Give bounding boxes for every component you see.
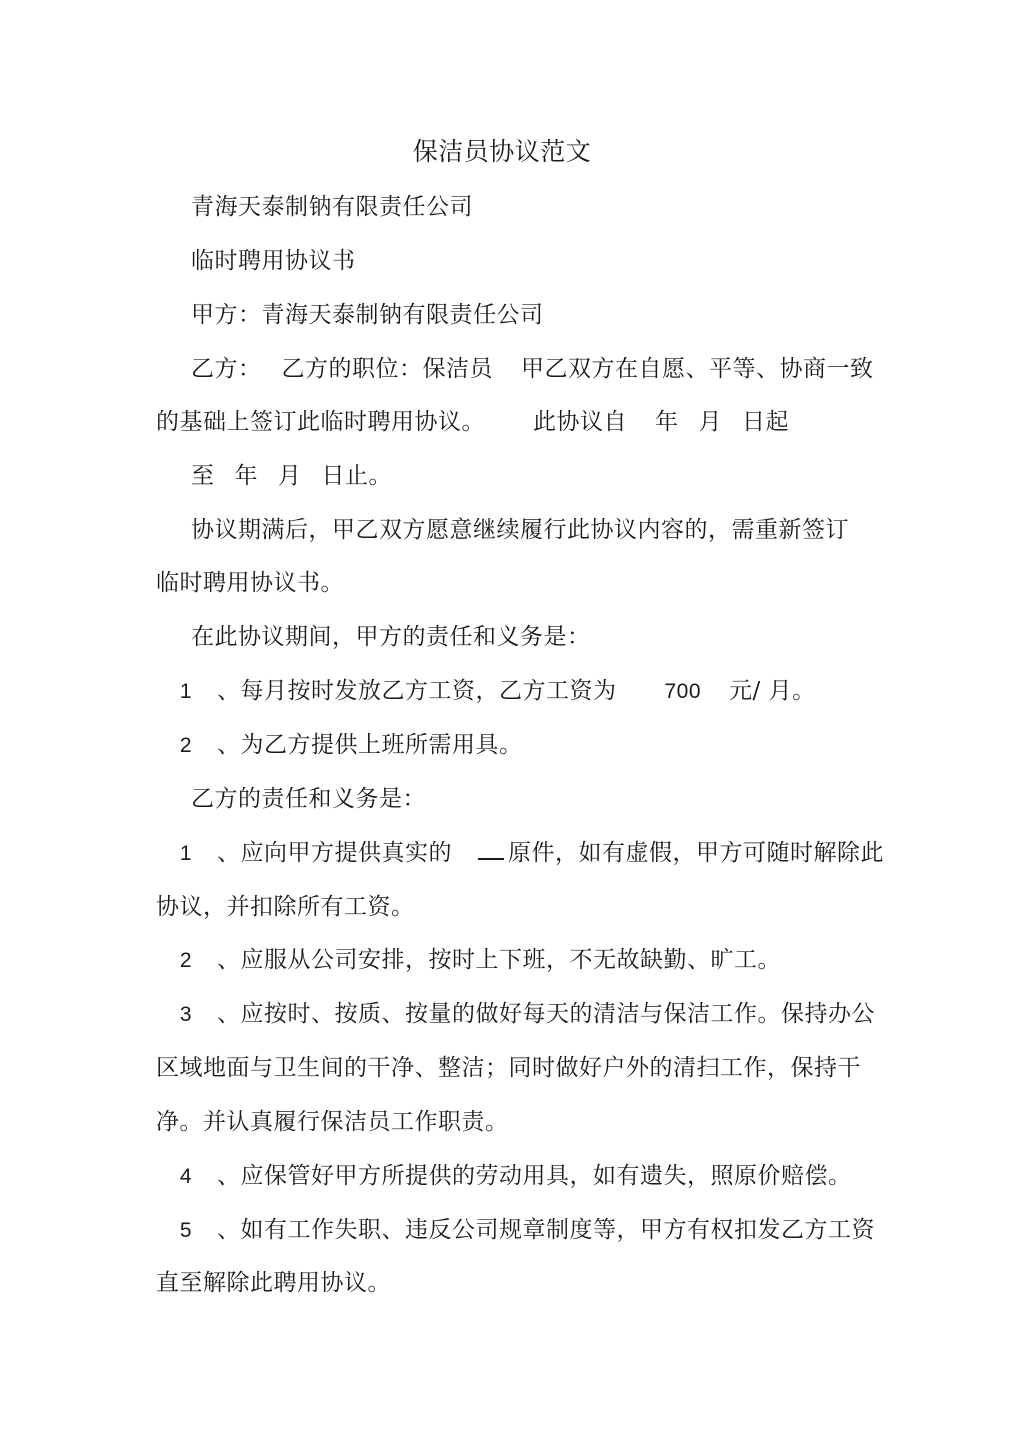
term-month-end: 月 xyxy=(278,463,302,489)
term-day-start: 日起 xyxy=(742,409,789,435)
duty-text: 、为乙方提供上班所需用具。 xyxy=(217,732,523,758)
duty-number: 1 xyxy=(179,680,193,703)
party-b-position: 乙方的职位：保洁员 xyxy=(281,356,493,382)
document-title: 保洁员协议范文 xyxy=(412,137,592,166)
duty-text: 、应向甲方提供真实的 xyxy=(217,840,452,866)
party-a-duty-2 xyxy=(179,730,523,761)
party-a-line: 甲方：青海天泰制钠有限责任公司 xyxy=(191,302,544,328)
term-year-end: 年 xyxy=(234,463,258,489)
party-a-duty-1 xyxy=(179,676,816,707)
party-b-duty-1 xyxy=(179,838,884,869)
duty-text: 、应按时、按质、按量的做好每天的清洁与保洁工作。保持办公 xyxy=(217,1001,875,1027)
duty-number: 2 xyxy=(179,949,193,972)
term-year-start: 年 xyxy=(655,409,679,435)
party-b-line xyxy=(191,354,874,384)
party-b-duty-3-cont-2: 净。并认真履行保洁员工作职责。 xyxy=(156,1109,509,1135)
duty-text: 、如有工作失职、违反公司规章制度等，甲方有权扣发乙方工资 xyxy=(217,1217,875,1243)
party-b-duty-5 xyxy=(179,1215,875,1246)
party-b-duty-3-cont-1: 区域地面与卫生间的干净、整洁；同时做好户外的清扫工作，保持干 xyxy=(156,1055,861,1081)
party-a-duties-heading: 在此协议期间，甲方的责任和义务是： xyxy=(191,624,591,650)
party-b-duty-5-cont: 直至解除此聘用协议。 xyxy=(156,1270,391,1296)
blank-field xyxy=(478,838,504,860)
company-name: 青海天泰制钠有限责任公司 xyxy=(191,194,473,220)
salary-amount: 700 xyxy=(664,680,702,703)
party-b-duty-2 xyxy=(179,945,781,976)
intro-end: 的基础上签订此临时聘用协议。 xyxy=(156,409,485,435)
duty-number: 1 xyxy=(179,842,193,865)
term-month-start: 月 xyxy=(698,409,722,435)
party-b-duty-1-cont: 协议，并扣除所有工资。 xyxy=(156,894,415,920)
party-b-duty-3 xyxy=(179,999,875,1030)
document-type: 临时聘用协议书 xyxy=(191,248,356,274)
renew-line-2: 临时聘用协议书。 xyxy=(156,570,344,596)
term-to: 至 xyxy=(191,463,215,489)
duty-number: 2 xyxy=(179,734,193,757)
salary-unit: 元/ 月。 xyxy=(729,678,816,704)
party-b-duty-4 xyxy=(179,1161,852,1192)
duty-number: 5 xyxy=(179,1219,193,1242)
duty-text: 、应保管好甲方所提供的劳动用具，如有遗失，照原价赔偿。 xyxy=(217,1163,852,1189)
duty-text: 、每月按时发放乙方工资，乙方工资为 xyxy=(217,678,617,704)
term-end-line xyxy=(191,461,392,491)
term-from: 此协议自 xyxy=(533,409,627,435)
duty-number: 3 xyxy=(179,1003,193,1026)
intro-start: 甲乙双方在自愿、平等、协商一致 xyxy=(521,356,874,382)
duty-text-cont: 原件，如有虚假，甲方可随时解除此 xyxy=(508,840,884,866)
intro-end-line xyxy=(156,407,789,437)
renew-line-1: 协议期满后，甲乙双方愿意继续履行此协议内容的，需重新签订 xyxy=(191,517,849,543)
party-b-duties-heading: 乙方的责任和义务是： xyxy=(191,786,426,812)
party-b-label: 乙方： xyxy=(191,356,262,382)
term-day-end: 日止。 xyxy=(321,463,392,489)
duty-text: 、应服从公司安排，按时上下班，不无故缺勤、旷工。 xyxy=(217,947,781,973)
duty-number: 4 xyxy=(179,1165,193,1188)
